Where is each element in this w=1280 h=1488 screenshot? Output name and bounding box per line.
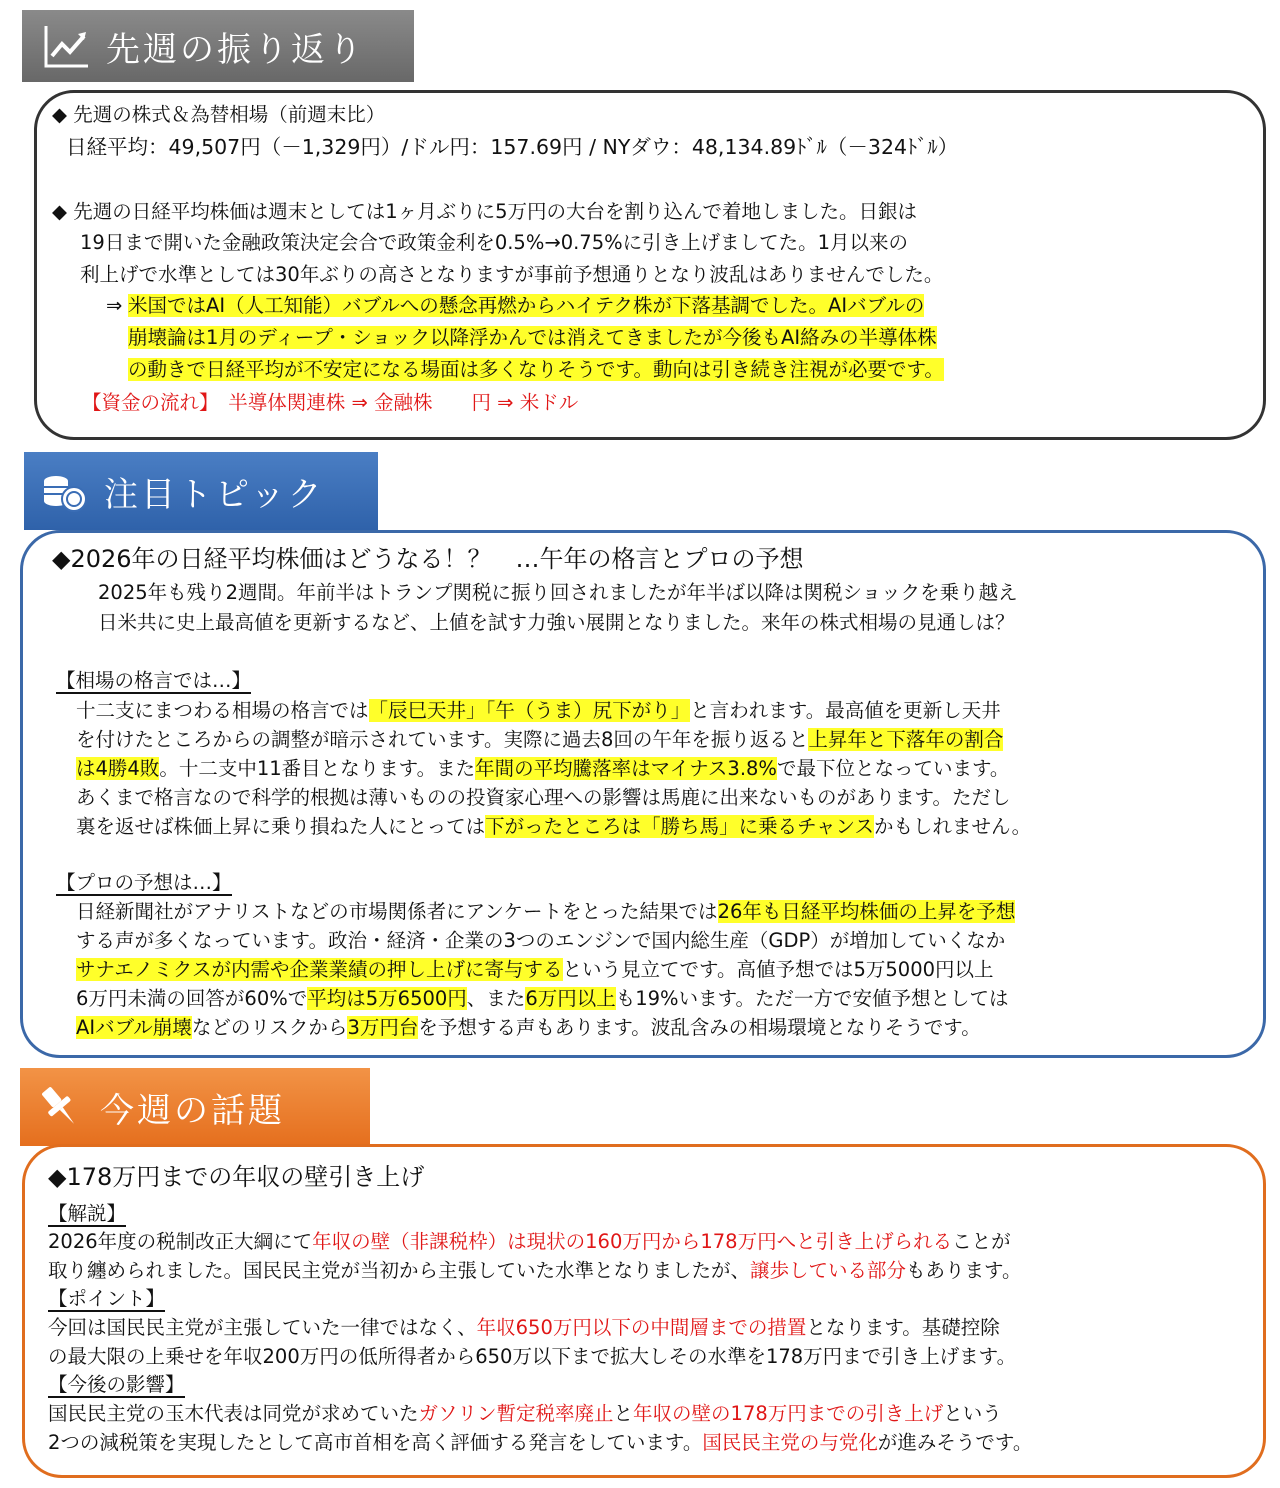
subheading-pro-forecast: 【プロの予想は…】 xyxy=(56,871,232,894)
red-emphasis: ガソリン暫定税率廃止 xyxy=(418,1402,614,1425)
highlight-span: 下がったところは「勝ち馬」に乗るチャンス xyxy=(485,815,874,838)
red-emphasis: 年収の壁（非課税枠）は現状の160万円から178万円へと引き上げられる xyxy=(312,1230,953,1253)
text-span: も19%います。ただ一方で安値予想としては xyxy=(615,987,1009,1010)
topic-heading: ◆2026年の日経平均株価はどうなる！？ …午年の格言とプロの予想 xyxy=(52,545,804,573)
text-span: 今回は国民民主党が主張していた一律ではなく、 xyxy=(48,1316,477,1339)
highlight-span: サナエノミクスが内需や企業業績の押し上げに寄与する xyxy=(76,958,563,981)
highlight-span: 「辰巳天井」「午（うま）尻下がり」 xyxy=(368,699,691,722)
market-line: 日経平均：49,507円（－1,329円）/ドル円：157.69円 / NYダウ：48,134.89ﾄﾞﾙ（－324ﾄﾞﾙ） xyxy=(66,135,959,159)
section-title: 注目トピック xyxy=(104,474,325,515)
text-span: もあります。 xyxy=(906,1259,1022,1282)
review-paragraph-line: 利上げで水準としては30年ぶりの高さとなりますが事前予想通りとなり波乱はありませんでした。 xyxy=(80,263,944,286)
section-title: 先週の振り返り xyxy=(106,29,365,70)
highlight-span: 6万円以上 xyxy=(525,987,616,1010)
text-span: などのリスクから xyxy=(191,1016,348,1039)
money-flow: 【資金の流れ】 半導体関連株 ⇒ 金融株 円 ⇒ 米ドル xyxy=(82,391,579,414)
red-emphasis: 譲歩している部分 xyxy=(750,1259,907,1282)
review-paragraph-line: 19日まで開いた金融政策決定会合で政策金利を0.5%→0.75%に引き上げましてた。1月以来の xyxy=(80,231,909,254)
highlight-span: 26年も日経平均株価の上昇を予想 xyxy=(717,900,1016,923)
subheading-explanation: 【解説】 xyxy=(48,1202,127,1225)
market-heading: ◆ 先週の株式＆為替相場（前週末比） xyxy=(52,103,386,126)
text-span: 2つの減税策を実現したとして高市首相を高く評価する発言をしています。 xyxy=(48,1431,703,1454)
text-span: が進みそうです。 xyxy=(877,1431,1033,1454)
highlight-span: 年間の平均騰落率はマイナス3.8% xyxy=(475,757,777,780)
highlight-span: 3万円台 xyxy=(347,1016,419,1039)
red-emphasis: 国民民主党の与党化 xyxy=(702,1431,878,1454)
red-emphasis: 年収650万円以下の中間層までの措置 xyxy=(476,1316,807,1339)
section-tab-review xyxy=(22,10,414,82)
highlight-span: は4勝4敗 xyxy=(76,757,160,780)
subheading-impact: 【今後の影響】 xyxy=(48,1373,185,1396)
text-span: となります。基礎控除 xyxy=(806,1316,1000,1339)
trend-chart-icon xyxy=(40,20,92,72)
section-tab-topic xyxy=(24,452,378,530)
text-span: で最下位となっています。 xyxy=(776,757,1010,780)
weekly-box xyxy=(22,1144,1266,1478)
highlight-span: 上昇年と下落年の割合 xyxy=(808,728,1004,751)
text-line: あくまで格言なので科学的根拠は薄いものの投資家心理への影響は馬鹿に出来ないものがあります。ただし xyxy=(76,786,1011,809)
text-span: 取り纏められました。国民民主党が当初から主張していた水準となりましたが、 xyxy=(48,1259,751,1282)
text-span: 十二支にまつわる相場の格言では xyxy=(76,699,369,722)
subheading-proverb: 【相場の格言では…】 xyxy=(56,669,252,692)
section-title: 今週の話題 xyxy=(100,1090,285,1131)
highlight-span: AIバブル崩壊 xyxy=(76,1016,192,1039)
pushpin-icon xyxy=(34,1081,86,1133)
topic-intro-line: 日米共に史上最高値を更新するなど、上値を試す力強い展開となりました。来年の株式相場の見通しは？ xyxy=(98,611,1015,634)
text-span: という見立てです。高値予想では5万5000円以上 xyxy=(562,958,994,981)
weekly-heading: ◆178万円までの年収の壁引き上げ xyxy=(48,1163,425,1191)
highlight-span: 平均は5万6500円 xyxy=(307,987,467,1010)
text-line: の最大限の上乗せを年収200万円の低所得者から650万以下まで拡大しその水準を178万円まで引き上げます。 xyxy=(48,1345,1017,1368)
text-span: と xyxy=(613,1402,634,1425)
text-span: 日経新聞社がアナリストなどの市場関係者にアンケートをとった結果では xyxy=(76,900,718,923)
text-span: 国民民主党の玉木代表は同党が求めていた xyxy=(48,1402,419,1425)
text-span: を予想する声もあります。波乱含みの相場環境となりそうです。 xyxy=(418,1016,981,1039)
highlight-line: 崩壊論は1月のディープ・ショック以降浮かんでは消えてきましたが今後もAI絡みの半導体株 xyxy=(128,326,937,349)
topic-intro-line: 2025年も残り2週間。年前半はトランプ関税に振り回されましたが年半ば以降は関税ショックを乗り越え xyxy=(98,581,1018,604)
text-span: 6万円未満の回答が60%で xyxy=(76,987,308,1010)
highlight-line: の動きで日経平均が不安定になる場面は多くなりそうです。動向は引き続き注視が必要です。 xyxy=(128,358,944,381)
text-span: と言われます。最高値を更新し天井 xyxy=(690,699,1001,722)
arrow-symbol: ⇒ xyxy=(106,294,123,317)
text-span: 2026年度の税制改正大綱にて xyxy=(48,1230,313,1253)
coins-icon xyxy=(38,465,90,517)
text-span: 。十二支中11番目となります。また xyxy=(159,757,476,780)
text-span: 裏を返せば株価上昇に乗り損ねた人にとっては xyxy=(76,815,486,838)
highlight-line: 米国ではAI（人工知能）バブルへの懸念再燃からハイテク株が下落基調でした。AIバブルの xyxy=(128,294,925,317)
text-span: という xyxy=(943,1402,1002,1425)
section-tab-weekly xyxy=(20,1068,370,1146)
review-paragraph-line: ◆ 先週の日経平均株価は週末としては1ヶ月ぶりに5万円の大台を割り込んで着地しました。日銀は xyxy=(52,200,918,223)
red-emphasis: 年収の壁の178万円までの引き上げ xyxy=(633,1402,944,1425)
text-span: 、また xyxy=(466,987,526,1010)
subheading-point: 【ポイント】 xyxy=(48,1287,166,1310)
text-span: ことが xyxy=(952,1230,1011,1253)
text-span: を付けたところからの調整が暗示されています。実際に過去8回の午年を振り返ると xyxy=(76,728,809,751)
text-line: する声が多くなっています。政治・経済・企業の3つのエンジンで国内総生産（GDP）が増加していくなか xyxy=(76,929,1006,952)
text-span: かもしれません。 xyxy=(873,815,1032,838)
